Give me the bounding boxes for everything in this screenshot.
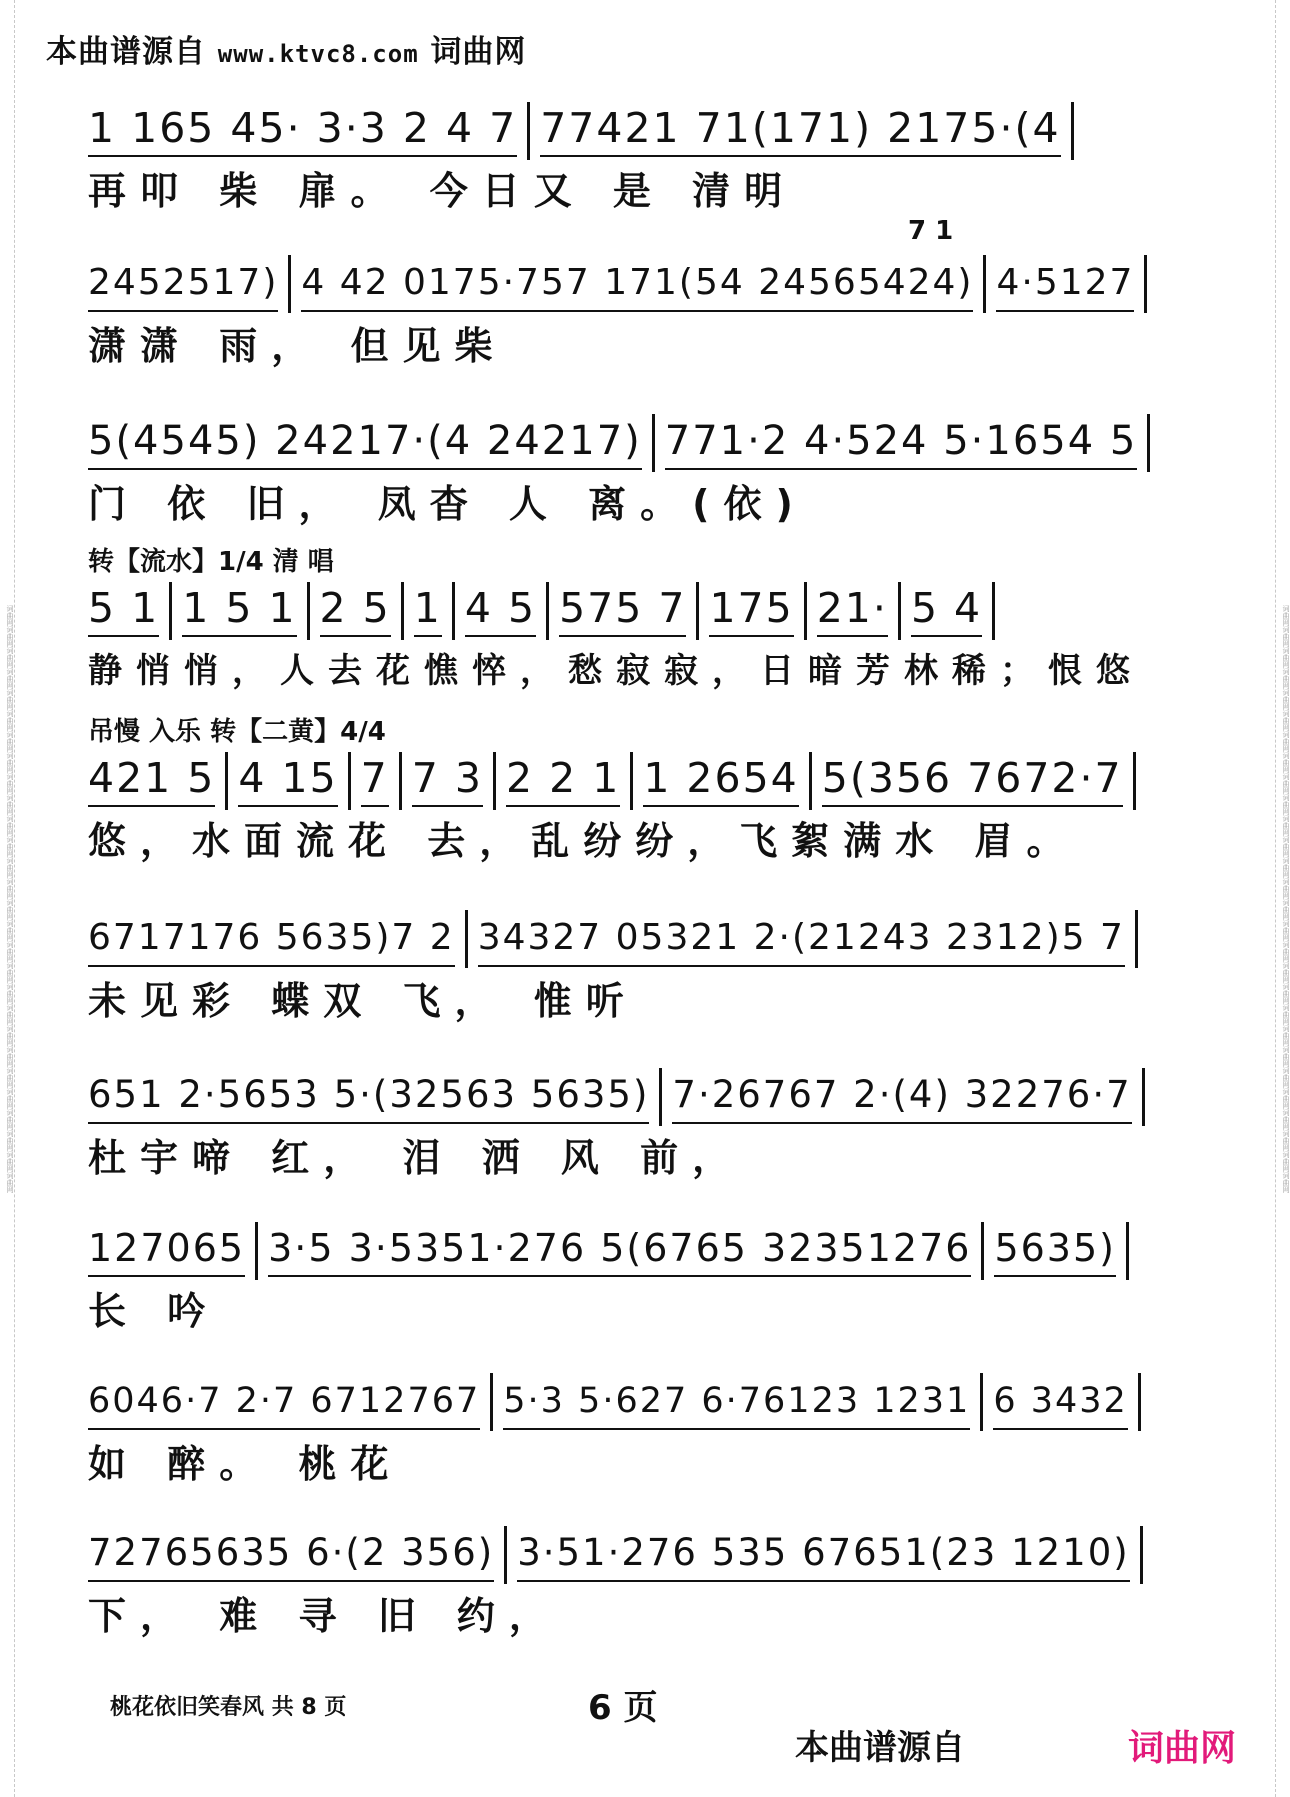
measure-notes: 7·26767 2·(4) 32276·7 <box>672 1062 1131 1128</box>
lyric-line: 悠，水面流花 去，乱纷纷，飞絮满水 眉。 <box>88 819 1079 863</box>
notation-line <box>88 1215 1160 1281</box>
notation-line <box>88 905 1160 971</box>
barline <box>696 582 699 640</box>
lyric-line: 下， 难 寻 旧 约， <box>88 1594 561 1638</box>
notation-line <box>88 1062 1160 1128</box>
measure-notes: 127065 <box>88 1215 245 1281</box>
barline <box>809 752 812 810</box>
lyric-line: 未见彩 蝶双 飞， 惟听 <box>88 979 638 1023</box>
notation-line <box>88 250 1160 316</box>
barline <box>225 752 228 810</box>
barline <box>983 255 986 313</box>
measure-notes: 5·3 5·627 6·76123 1231 <box>503 1368 970 1434</box>
measure-notes: 3·5 3·5351·276 5(6765 32351276 <box>268 1215 971 1281</box>
barline <box>804 582 807 640</box>
measure-notes: 6 3432 <box>993 1368 1127 1434</box>
measure-notes: 7 3 <box>412 745 483 811</box>
barline <box>980 1373 983 1431</box>
source-header <box>46 26 526 71</box>
source-label: 本曲谱源自 <box>46 34 206 70</box>
measure-notes: 5(4545) 24217·(4 24217) <box>88 408 642 474</box>
tempo-marking: 转【流水】1/4 清 唱 <box>88 547 334 577</box>
right-edge-watermark: 词曲网词曲网词曲网词曲网词曲网词曲网词曲网词曲网词曲网词曲网词曲网词曲网词曲网词曲网词曲网词曲网词曲网词曲网词曲网词曲网词曲网词曲网词曲网词曲网词曲网词曲网词曲网词曲网 <box>1275 0 1290 1797</box>
barline <box>1135 910 1138 968</box>
score-system <box>88 717 1160 871</box>
notation-line <box>88 575 1160 641</box>
measure-notes: 575 7 <box>559 575 686 641</box>
footer-source-label: 本曲谱源自 <box>795 1728 965 1768</box>
song-title: 桃花依旧笑春风 <box>110 1695 265 1720</box>
lyric-line: 门 依 旧， 凤杳 人 离。(依) <box>88 482 807 526</box>
barline <box>1142 1068 1145 1126</box>
site-name: 词曲网 <box>430 34 527 70</box>
score-system <box>88 1368 1160 1494</box>
measure-notes: 6717176 5635)7 2 <box>88 905 455 971</box>
measure-notes: 77421 71(171) 2175·(4 <box>540 95 1060 161</box>
barline <box>348 752 351 810</box>
score-system <box>88 1215 1160 1341</box>
measure-notes: 1 5 1 <box>182 575 296 641</box>
barline <box>307 582 310 640</box>
measure-notes: 421 5 <box>88 745 215 811</box>
measure-notes: 1 <box>414 575 442 641</box>
notation-line <box>88 95 1160 161</box>
measure-notes: 2 2 1 <box>506 745 620 811</box>
measure-notes: 2 5 <box>320 575 391 641</box>
score-system <box>88 1520 1160 1646</box>
lyric-line: 再叩 柴 扉。 今日又 是 清明 <box>88 169 797 213</box>
barline <box>981 1222 984 1280</box>
barline <box>1144 255 1147 313</box>
footer-brand-logo: 词曲网 <box>1128 1728 1237 1769</box>
notation-line <box>88 1520 1160 1586</box>
notation-line <box>88 408 1160 474</box>
barline <box>401 582 404 640</box>
score-system <box>88 408 1160 534</box>
measure-notes: 5635) <box>994 1215 1116 1281</box>
measure-notes: 21· <box>817 575 888 641</box>
tempo-marking: 吊慢 入乐 转【二黄】4/4 <box>88 717 386 747</box>
barline <box>504 1526 507 1584</box>
barline <box>659 1068 662 1126</box>
footer-title <box>110 1690 346 1721</box>
barline <box>652 414 655 472</box>
barline <box>399 752 402 810</box>
barline <box>255 1222 258 1280</box>
barline <box>992 582 995 640</box>
measure-notes: 4 15 <box>238 745 337 811</box>
score-system <box>88 95 1160 221</box>
measure-notes: 6046·7 2·7 6712767 <box>88 1368 480 1434</box>
lyric-line: 长 吟 <box>88 1289 220 1333</box>
measure-notes: 1 165 45· 3·3 2 4 7 <box>88 95 517 161</box>
page-number: 6 页 <box>588 1688 658 1728</box>
barline <box>452 582 455 640</box>
score-system <box>88 1062 1160 1188</box>
measure-notes: 1 2654 <box>643 745 798 811</box>
barline <box>1126 1222 1129 1280</box>
measure-notes: 2452517) <box>88 250 278 316</box>
total-pages: 共 8 页 <box>271 1695 347 1720</box>
barline <box>465 910 468 968</box>
barline <box>493 752 496 810</box>
score-system <box>88 216 1160 376</box>
measure-notes: 175 <box>709 575 793 641</box>
measure-notes: 651 2·5653 5·(32563 5635) <box>88 1062 649 1128</box>
barline <box>169 582 172 640</box>
source-url: www.ktvc8.com <box>217 40 419 68</box>
measure-notes: 34327 05321 2·(21243 2312)5 7 <box>478 905 1125 971</box>
barline <box>490 1373 493 1431</box>
measure-notes: 5(356 7672·7 <box>822 745 1123 811</box>
barline <box>288 255 291 313</box>
barline <box>1147 414 1150 472</box>
measure-notes: 4 42 0175·757 171(54 24565424) <box>301 250 973 316</box>
measure-notes: 4·5127 <box>996 250 1134 316</box>
barline <box>1071 102 1074 160</box>
barline <box>527 102 530 160</box>
barline <box>546 582 549 640</box>
lyric-line: 杜宇啼 红， 泪 洒 风 前， <box>88 1136 745 1180</box>
measure-notes: 72765635 6·(2 356) <box>88 1520 494 1586</box>
barline <box>630 752 633 810</box>
lyric-line: 潇潇 雨， 但见柴 <box>88 324 507 368</box>
tempo-marking: 7 1 <box>908 216 954 246</box>
barline <box>1140 1526 1143 1584</box>
measure-notes: 3·51·276 535 67651(23 1210) <box>517 1520 1130 1586</box>
measure-notes: 5 1 <box>88 575 159 641</box>
lyric-line: 如 醉。 桃花 <box>88 1442 403 1486</box>
measure-notes: 5 4 <box>911 575 982 641</box>
measure-notes: 771·2 4·524 5·1654 5 <box>665 408 1138 474</box>
score-system <box>88 905 1160 1031</box>
score-system <box>88 547 1160 701</box>
measure-notes: 7 <box>361 745 389 811</box>
barline <box>898 582 901 640</box>
measure-notes: 4 5 <box>465 575 536 641</box>
left-edge-watermark: 词曲网词曲网词曲网词曲网词曲网词曲网词曲网词曲网词曲网词曲网词曲网词曲网词曲网词曲网词曲网词曲网词曲网词曲网词曲网词曲网词曲网词曲网词曲网词曲网词曲网词曲网词曲网词曲网 <box>0 0 15 1797</box>
notation-line <box>88 1368 1160 1434</box>
notation-line <box>88 745 1160 811</box>
barline <box>1133 752 1136 810</box>
lyric-line: 静悄悄，人去花憔悴，愁寂寂，日暗芳林稀；恨悠 <box>88 651 1144 691</box>
barline <box>1138 1373 1141 1431</box>
